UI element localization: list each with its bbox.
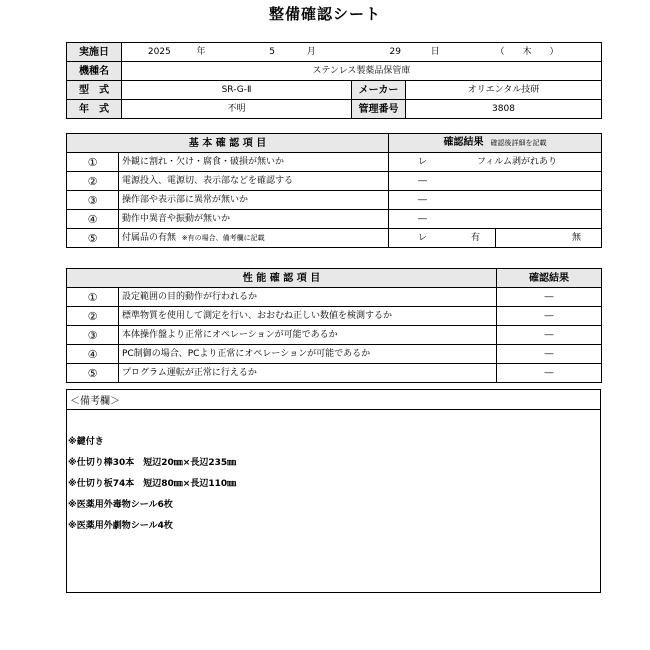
table-row: ② 電源投入、電源切、表示部などを確認する ― bbox=[67, 172, 602, 191]
basic-header: 基 本 確 認 項 目 bbox=[67, 134, 389, 153]
remarks-line: ※医薬用外毒物シール6枚 bbox=[68, 500, 173, 510]
maker-label: メーカー bbox=[352, 81, 406, 100]
year-model-label: 年 式 bbox=[67, 100, 122, 119]
remarks-line: ※鍵付き bbox=[68, 437, 104, 447]
year-model-value: 不明 bbox=[122, 100, 352, 119]
item5-note: ※有の場合、備考欄に記載 bbox=[181, 233, 265, 242]
weekday: （ 木 ） bbox=[495, 46, 559, 57]
performance-result-header: 確認結果 bbox=[497, 269, 602, 288]
model-name-label: 機種名 bbox=[67, 62, 122, 81]
yes-label: 有 bbox=[471, 232, 481, 243]
model-name-value: ステンレス製薬品保管庫 bbox=[122, 62, 602, 81]
remarks-list bbox=[68, 432, 236, 537]
performance-check-table bbox=[66, 268, 602, 383]
year: 2025 bbox=[147, 46, 171, 57]
no-label: 無 bbox=[496, 229, 602, 248]
day-unit: 日 bbox=[430, 46, 440, 57]
maker-value: オリエンタル技研 bbox=[406, 81, 602, 100]
check-mark: レ bbox=[418, 232, 428, 243]
table-row: ④ 動作中異音や振動が無いか ― bbox=[67, 210, 602, 229]
table-row: ③ 操作部や表示部に異常が無いか ― bbox=[67, 191, 602, 210]
remarks-header: ＜備考欄＞ bbox=[66, 389, 601, 410]
table-row: ⑤ 付属品の有無 ※有の場合、備考欄に記載 レ 有 無 bbox=[67, 229, 602, 248]
remarks-line: ※医薬用外劇物シール4枚 bbox=[68, 521, 173, 531]
date-label: 実施日 bbox=[67, 43, 122, 62]
table-row: ③ 本体操作盤より正常にオペレーションが可能であるか ― bbox=[67, 326, 602, 345]
check-mark: ― bbox=[418, 175, 428, 186]
year-unit: 年 bbox=[196, 46, 206, 57]
info-table bbox=[66, 42, 602, 119]
item5-text: 付属品の有無 bbox=[122, 232, 177, 243]
model-value: SR-G-Ⅱ bbox=[122, 81, 352, 100]
table-row: ① 設定範囲の目的動作が行われるか ― bbox=[67, 288, 602, 307]
performance-header: 性 能 確 認 項 目 bbox=[67, 269, 497, 288]
basic-result-note: 確認後詳細を記載 bbox=[490, 139, 547, 147]
check-mark: ― bbox=[418, 194, 428, 205]
day: 29 bbox=[389, 46, 401, 57]
basic-result-header: 確認結果 確認後詳細を記載 bbox=[389, 134, 602, 153]
mgmt-no-label: 管理番号 bbox=[352, 100, 406, 119]
page-title: 整備確認シート bbox=[268, 5, 381, 23]
month-unit: 月 bbox=[306, 46, 316, 57]
mgmt-no-value: 3808 bbox=[406, 100, 602, 119]
remarks-line: ※仕切り棒30本 短辺20㎜×長辺235㎜ bbox=[68, 458, 237, 468]
remarks-line: ※仕切り板74本 短辺80㎜×長辺110㎜ bbox=[68, 479, 237, 489]
check-mark: ― bbox=[418, 213, 428, 224]
check-detail: フィルム剥がれあり bbox=[477, 156, 557, 167]
date-value bbox=[122, 43, 602, 62]
table-row: ① 外観に割れ・欠け・腐食・破損が無いか レ フィルム剥がれあり bbox=[67, 153, 602, 172]
table-row: ⑤ プログラム運転が正常に行えるか ― bbox=[67, 364, 602, 383]
table-row: ④ PC制御の場合、PCより正常にオペレーションが可能であるか ― bbox=[67, 345, 602, 364]
table-row: ② 標準物質を使用して測定を行い、おおむね正しい数値を検測するか ― bbox=[67, 307, 602, 326]
check-mark: レ bbox=[418, 156, 428, 167]
month: 5 bbox=[269, 46, 276, 57]
basic-check-table bbox=[66, 133, 602, 248]
model-label: 型 式 bbox=[67, 81, 122, 100]
